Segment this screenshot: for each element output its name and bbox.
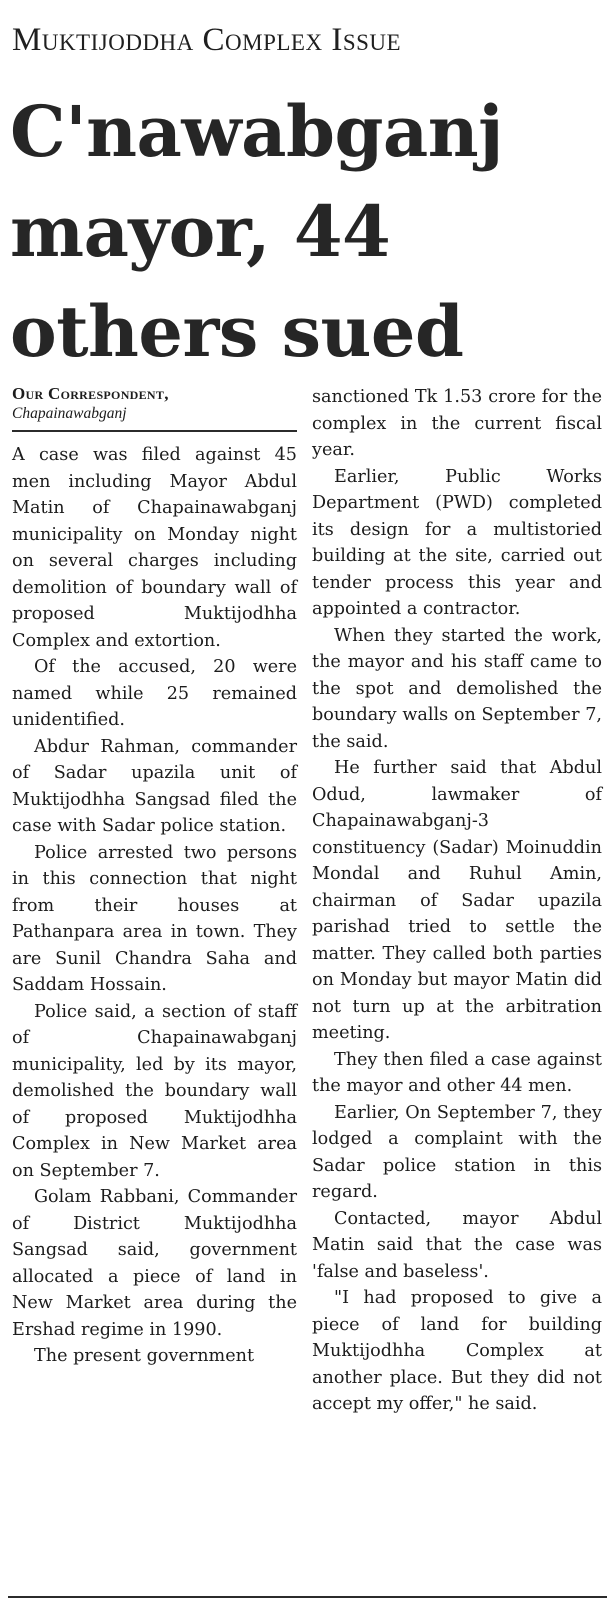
dateline: Chapainawabganj (12, 405, 127, 422)
paragraph: They then filed a case against the mayor and other 44 men. (312, 1049, 602, 1096)
paragraph: He further said that Abdul Odud, lawmaker of Chapainawabganj-3 constituency (Sadar) Moinuddin Mondal and Ruhul Amin, chairman of Sadar upazila parishad tried to settle the matter. They called both parties on Monday but mayor Matin did not turn up at the arbitration meeting. (312, 758, 602, 1043)
paragraph: Earlier, Public Works Department (PWD) completed its design for a multistoried building at the site, carried out tender process this year and appointed a contractor. (312, 466, 602, 619)
paragraph: The present government (34, 1346, 255, 1366)
paragraph: Golam Rabbani, Commander of District Muktijodhha Sangsad said, government allocated a piece of land in New Market area during the Ershad regime in 1990. (12, 1187, 297, 1340)
paragraph: Earlier, On September 7, they lodged a complaint with the Sadar police station in this regard. (312, 1102, 602, 1202)
paragraph: When they started the work, the mayor and his staff came to the spot and demolished the boundary walls on September 7, the said. (312, 625, 602, 752)
headline-line-1: C'nawabganj (10, 90, 503, 173)
left-column (12, 384, 297, 1370)
bottom-rule (8, 1596, 607, 1598)
headline-line-3: others sued (10, 290, 464, 373)
headline (10, 82, 600, 382)
paragraph: Police said, a section of staff of Chapainawabganj municipality, led by its mayor, demolished the boundary wall of proposed Muktijodhha Complex in New Market area on September 7. (12, 1001, 297, 1181)
paragraph: Contacted, mayor Abdul Matin said that the case was 'false and baseless'. (312, 1208, 602, 1282)
right-column (312, 384, 602, 1418)
kicker: Muktijoddha Complex Issue (12, 22, 402, 58)
byline-rule (12, 430, 297, 432)
paragraph: Of the accused, 20 were named while 25 remained unidentified. (12, 657, 297, 730)
headline-line-2: mayor, 44 (10, 190, 391, 273)
byline: Our Correspondent, (12, 384, 169, 403)
paragraph: sanctioned Tk 1.53 crore for the complex in the current fiscal year. (312, 387, 602, 460)
paragraph: Police arrested two persons in this connection that night from their houses at Pathanpara area in town. They are Sunil Chandra Saha and Saddam Hossain. (12, 842, 297, 995)
paragraph: "I had proposed to give a piece of land for building Muktijodhha Complex at another place. But they did not accept my offer," he said. (312, 1288, 602, 1414)
paragraph: A case was filed against 45 men including Mayor Abdul Matin of Chapainawabganj municipality on Monday night on several charges including demolition of boundary wall of proposed Muktijodhha Complex and extortion. (12, 445, 297, 651)
paragraph: Abdur Rahman, commander of Sadar upazila unit of Muktijodhha Sangsad filed the case with Sadar police station. (12, 736, 297, 836)
